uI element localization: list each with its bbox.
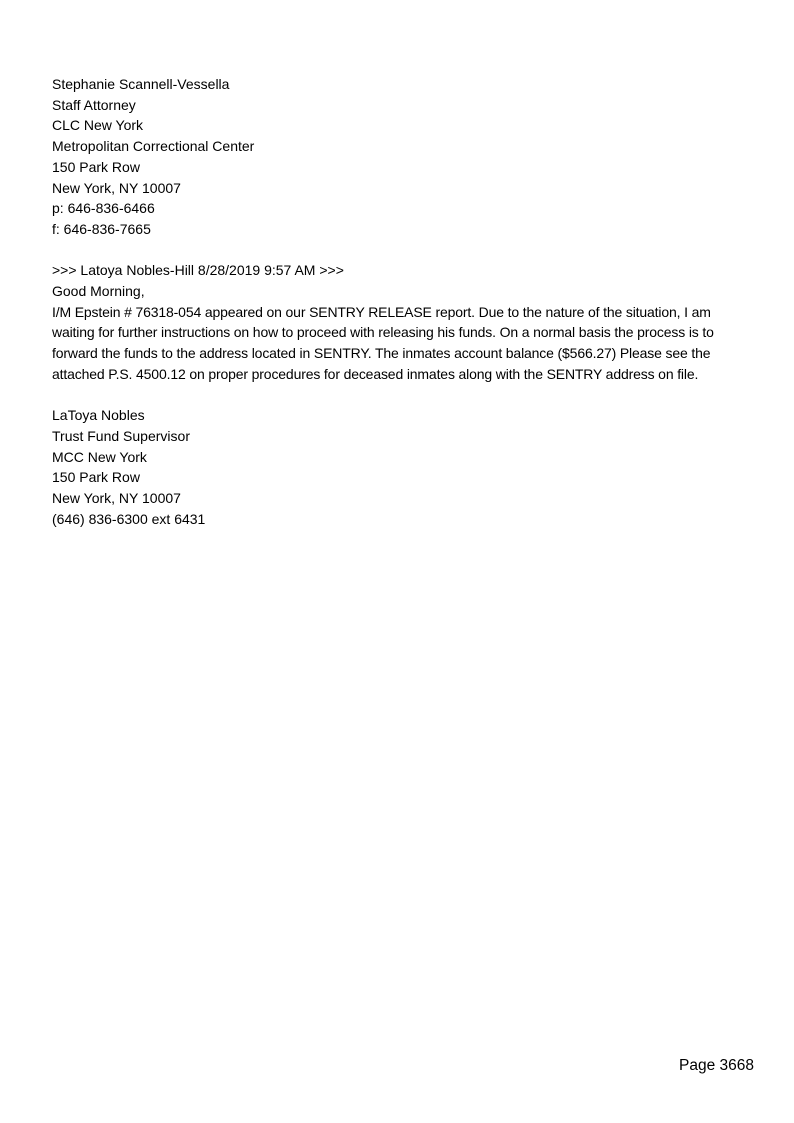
author-organization: MCC New York	[52, 448, 147, 465]
message-greeting: Good Morning,	[52, 283, 145, 300]
signature-block-latoya	[52, 405, 752, 529]
spacer	[52, 240, 752, 261]
author-phone: (646) 836-6300 ext 6431	[52, 510, 206, 527]
author-city-state-zip: New York, NY 10007	[52, 490, 181, 507]
sender-phone: p: 646-836-6466	[52, 200, 155, 217]
forwarded-message	[52, 260, 752, 384]
forwarded-message-header: >>> Latoya Nobles-Hill 8/28/2019 9:57 AM >>>	[52, 262, 344, 279]
sender-organization: CLC New York	[52, 117, 144, 134]
sender-street-address: 150 Park Row	[52, 158, 140, 175]
sender-title: Staff Attorney	[52, 96, 136, 113]
message-body: I/M Epstein # 76318-054 appeared on our SENTRY RELEASE report. Due to the nature of the situation, I am waiting for further instructions on how to proceed with releasing his funds. On a normal basis the process is to forward the funds to the address located in SENTRY. The inmates account balance ($566.27) Please see the attached P.S. 4500.12 on proper procedures for deceased inmates along with the SENTRY address on file.	[52, 303, 714, 382]
signature-block-stephanie	[52, 74, 752, 240]
author-title: Trust Fund Supervisor	[52, 427, 190, 444]
author-street-address: 150 Park Row	[52, 469, 140, 486]
sender-fax: f: 646-836-7665	[52, 220, 151, 237]
email-document	[52, 74, 752, 529]
sender-name: Stephanie Scannell-Vessella	[52, 76, 230, 92]
sender-facility: Metropolitan Correctional Center	[52, 138, 255, 155]
spacer	[52, 385, 752, 406]
sender-city-state-zip: New York, NY 10007	[52, 179, 181, 196]
author-name: LaToya Nobles	[52, 407, 145, 424]
page-number: Page 3668	[679, 1057, 754, 1074]
